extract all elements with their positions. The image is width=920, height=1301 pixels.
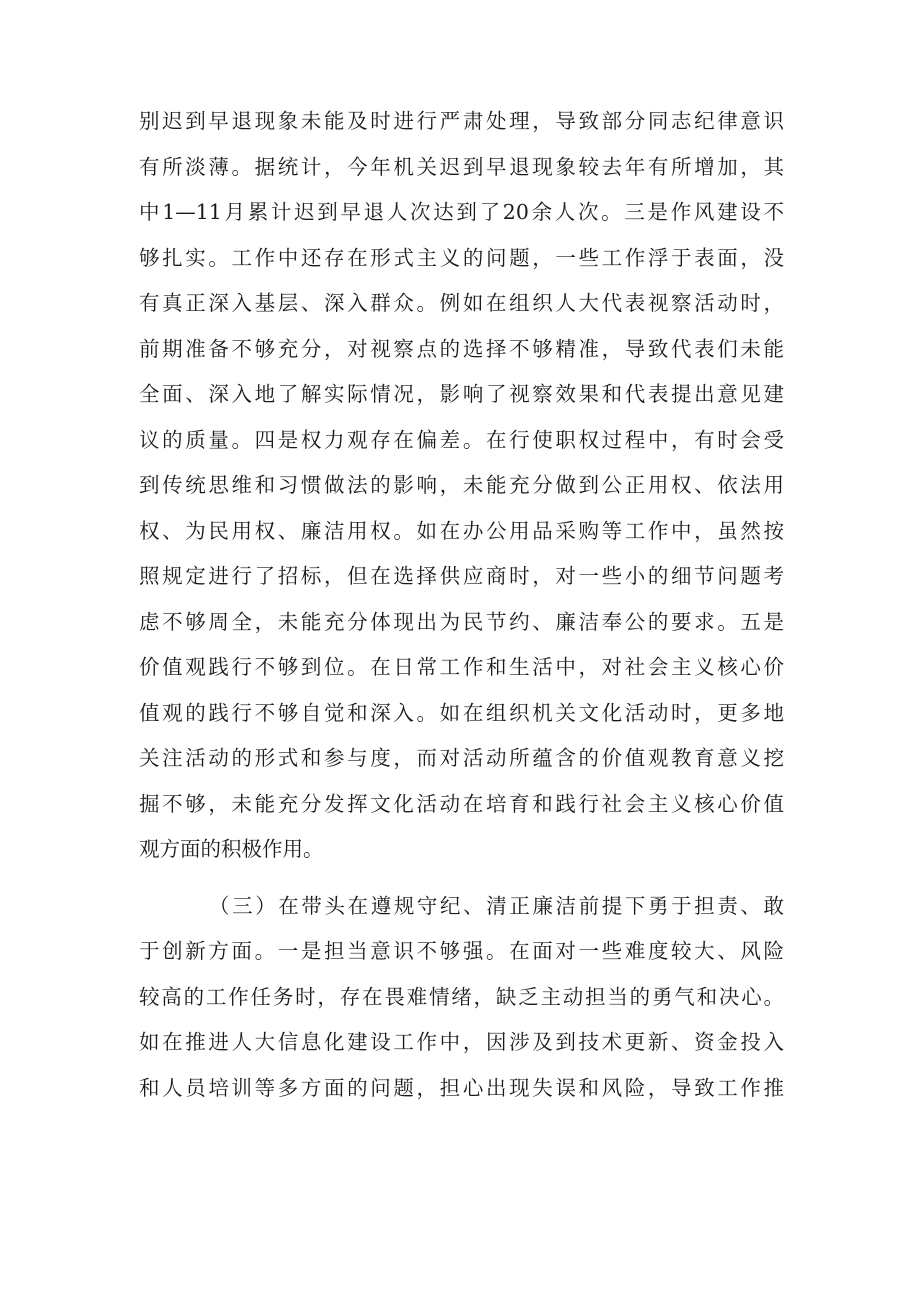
text-line: 权、为民用权、廉洁用权。如在办公用品采购等工作中，虽然按	[139, 518, 784, 543]
text-line: 有真正深入基层、深入群众。例如在组织人大代表视察活动时，	[139, 291, 784, 315]
text-line: 关注活动的形式和参与度，而对活动所蕴含的价值观教育意义挖	[139, 746, 784, 770]
body-text	[139, 99, 784, 1111]
text-line: 值观的践行不够自觉和深入。如在组织机关文化活动时，更多地	[139, 700, 784, 725]
text-line: 掘不够，未能充分发挥文化活动在培育和践行社会主义核心价值	[139, 791, 784, 816]
text-line: 照规定进行了招标，但在选择供应商时，对一些小的细节问题考	[139, 564, 784, 588]
text-line: 虑不够周全，未能充分体现出为民节约、廉洁奉公的要求。五是	[139, 609, 784, 634]
text-line: 够扎实。工作中还存在形式主义的问题，一些工作浮于表面，没	[139, 245, 784, 270]
text-line: 较高的工作任务时，存在畏难情绪，缺乏主动担当的勇气和决心。	[139, 984, 784, 1009]
text-line: 和人员培训等多方面的问题，担心出现失误和风险，导致工作推	[139, 1075, 784, 1100]
text-line: 价值观践行不够到位。在日常工作和生活中，对社会主义核心价	[139, 655, 784, 679]
text-line: 观方面的积极作用。	[139, 837, 324, 861]
text-line: 中1—11月累计迟到早退人次达到了20余人次。三是作风建设不	[139, 200, 784, 224]
text-line: 有所淡薄。据统计，今年机关迟到早退现象较去年有所增加，其	[139, 154, 784, 179]
text-line: 别迟到早退现象未能及时进行严肃处理，导致部分同志纪律意识	[139, 109, 784, 133]
paragraph-2	[139, 884, 784, 1112]
text-line: 到传统思维和习惯做法的影响，未能充分做到公正用权、依法用	[139, 473, 784, 497]
text-line: 前期准备不够充分，对视察点的选择不够精准，导致代表们未能	[139, 336, 784, 361]
text-line: 如在推进人大信息化建设工作中，因涉及到技术更新、资金投入	[139, 1030, 784, 1054]
paragraph-1	[139, 99, 784, 873]
section-heading-line: （三）在带头在遵规守纪、清正廉洁前提下勇于担责、敢	[209, 893, 784, 918]
text-line: 于创新方面。一是担当意识不够强。在面对一些难度较大、风险	[139, 939, 784, 963]
text-line: 议的质量。四是权力观存在偏差。在行使职权过程中，有时会受	[139, 427, 784, 452]
text-line: 全面、深入地了解实际情况，影响了视察效果和代表提出意见建	[139, 382, 784, 406]
